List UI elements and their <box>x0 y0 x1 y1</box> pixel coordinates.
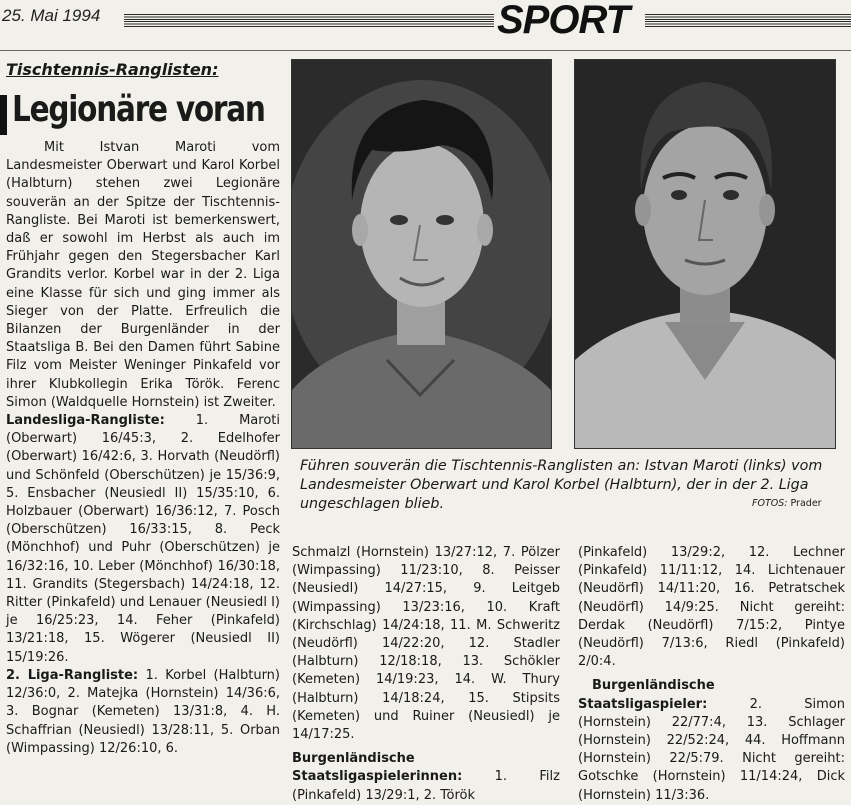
liga2-paragraph <box>6 667 280 758</box>
damen-continued: (Pinkafeld) 13/29:2, 12. Lechner (Pinkafeld) 11/11:12, 14. Lichtenauer (Neudörfl) 14/11:20, 16. Petratschek (Neudörfl) 14/9:25. Nicht gereiht: Derdak (Neudörfl) 7/15:2, Pintye (Neudörfl) 7/13:6, Riedl (Pinkafeld) 2/0:4. <box>578 545 845 670</box>
photo-credit <box>752 498 822 509</box>
landesliga-paragraph <box>6 412 280 667</box>
header-rule-right <box>645 13 851 27</box>
headline-bar <box>0 95 7 135</box>
herren-paragraph <box>578 677 845 804</box>
liga2-text: 1. Korbel (Halbturn) 12/36:0, 2. Matejka (Hornstein) 14/36:6, 3. Bognar (Kemeten) 13/31:8, 4. H. Schaffrian (Neusiedl) 13/28:11, 5. Orban (Wimpassing) 12/26:10, 6. <box>6 667 280 756</box>
photo-caption: Führen souverän die Tischtennis-Ranglisten an: Istvan Maroti (links) vom Landesmeister Oberwart und Karol Korbel (Halbturn), der in der 2. Liga ungeschlagen blieb. <box>300 458 823 512</box>
damen-paragraph <box>292 750 560 805</box>
photo-credit-name: Prader <box>790 498 822 509</box>
photo-credit-label: FOTOS: <box>752 498 788 509</box>
article-column-2 <box>292 544 560 805</box>
article-headline: Legionäre voran <box>12 89 265 130</box>
photo-korbel-image <box>575 60 835 448</box>
photo-maroti-image <box>292 60 551 448</box>
liga2-continued: Schmalzl (Hornstein) 13/27:12, 7. Pölzer (Wimpassing) 11/23:10, 8. Peisser (Neusiedl) 14/27:15, 9. Leitgeb (Wimpassing) 13/23:16, 10. Kraft (Kirchschlag) 14/24:18, 11. M. Schweritz (Neudörfl) 14/22:20, 12. Stadler (Halbturn) 12/18:18, 13. Schökler (Kemeten) 14/19:23, 14. W. Thury (Halbturn) 14/18:24, 15. Stipsits (Kemeten) und Ruiner (Neusiedl) je 14/17:25. <box>292 545 560 743</box>
section-title: SPORT <box>497 0 630 42</box>
article-column-3 <box>578 544 845 805</box>
landesliga-text: 1. Maroti (Oberwart) 16/45:3, 2. Edelhofer (Oberwart) 16/42:6, 3. Horvath (Neudörfl) und Schönfeld (Oberschützen) je 15/36:9, 5. Ensbacher (Neusiedl II) 15/35:10, 6. Holzbauer (Oberwart) 16/36:12, 7. Posch (Oberschützen) 16/33:15, 8. Peck (Mönchhof) und Puhr (Oberschützen) je 16/32:16, 10. Leber (Mönchhof) 16/30:18, 11. Grandits (Stegersbach) 14/24:18, 12. Ritter (Pinkafeld) und Lenauer (Neusiedl I) je 16/25:23, 14. Feher (Pinkafeld) 13/21:18, 15. Wögerer (Neusiedl II) 15/19:26. <box>6 413 280 665</box>
issue-date: 25. Mai 1994 <box>2 6 101 25</box>
header-divider <box>0 50 851 51</box>
header-rule-left <box>124 13 494 27</box>
liga2-label: 2. Liga-Rangliste: <box>6 667 139 683</box>
herren-text: 2. Simon (Hornstein) 22/77:4, 13. Schlager (Hornstein) 22/52:24, 44. Hoffmann (Hornstein) 22/5:79. Nicht gereiht: Gotschke (Hornstein) 11/14:24, Dick (Hornstein) 11/3:36. <box>578 696 845 803</box>
photo-korbel <box>574 59 836 449</box>
photo-maroti <box>291 59 552 449</box>
article-column-1 <box>6 139 280 758</box>
article-lead: Mit Istvan Maroti vom Landesmeister Oberwart und Karol Korbel (Halbturn) stehen zwei Legionäre souverän an der Spitze der Tischtennis-Rangliste. Bei Maroti ist bemerkenswert, daß er sowohl im Herbst als auch im Frühjahr gegen den Stegersbacher Karl Grandits verlor. Korbel war in der 2. Liga eine Klasse für sich und ging immer als Sieger von der Platte. Erfreulich die Bilanzen der Burgenländer in der Staatsliga B. Bei den Damen führt Sabine Filz vom Meister Weninger Pinkafeld vor ihrer Klubkollegin Erika Török. Ferenc Simon (Waldquelle Hornstein) ist Zweiter. <box>6 140 280 410</box>
landesliga-label: Landesliga-Rangliste: <box>6 413 165 429</box>
article-kicker: Tischtennis-Ranglisten: <box>6 60 219 79</box>
damen-text: 1. Filz (Pinkafeld) 13/29:1, 2. Török <box>292 769 560 803</box>
herren-label: Burgenländische Staatsligaspieler: <box>578 678 715 712</box>
damen-label: Burgenländische Staatsligaspielerinnen: <box>292 751 463 785</box>
